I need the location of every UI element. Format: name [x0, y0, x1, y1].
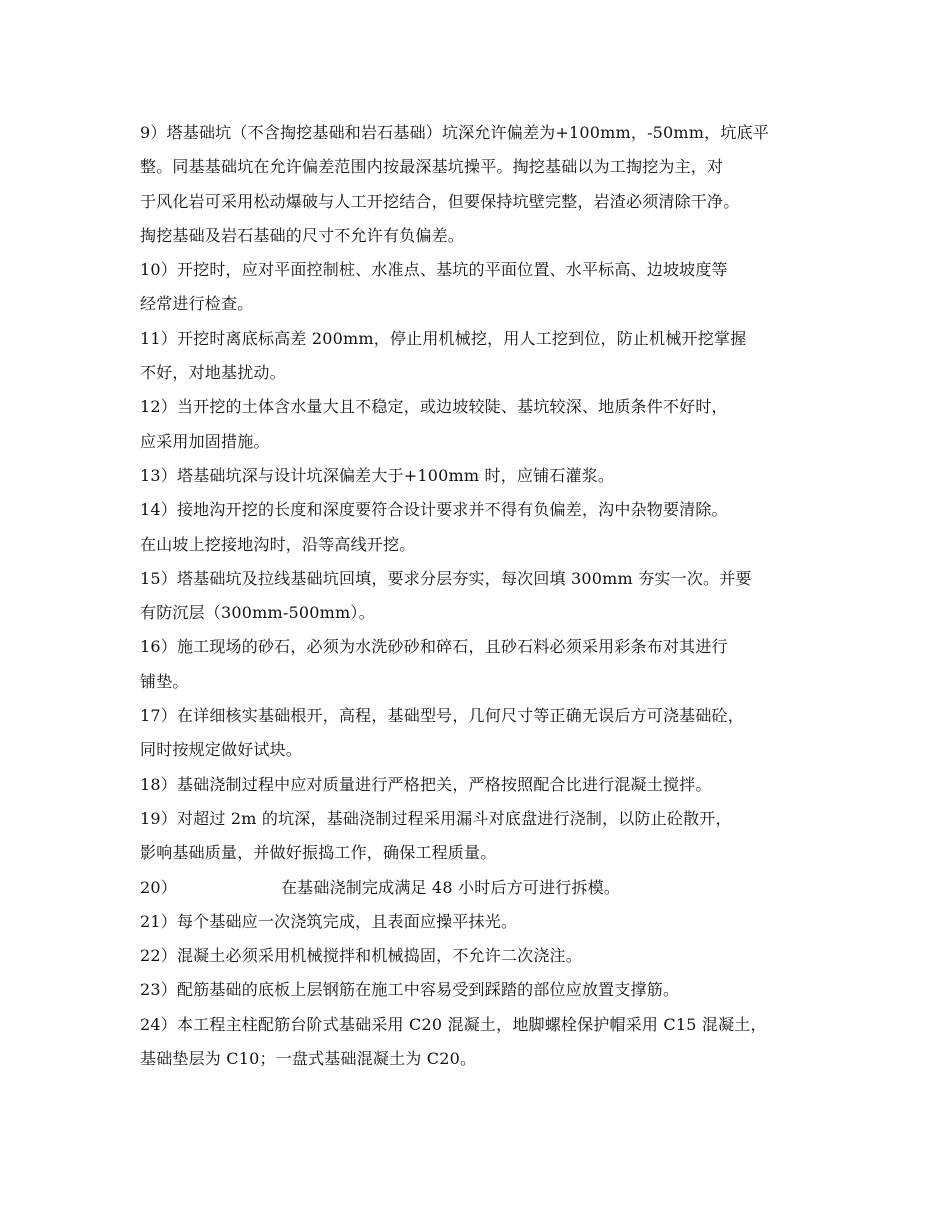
text-line: 掏挖基础及岩石基础的尺寸不允许有负偏差。: [140, 225, 465, 245]
text-line: 18）基础浇制过程中应对质量进行严格把关，严格按照配合比进行混凝土搅拌。: [140, 774, 712, 794]
item-text: 在基础浇制完成满足 48 小时后方可进行拆模。: [280, 877, 621, 897]
text-line: 铺垫。: [140, 671, 189, 691]
text-line: 11）开挖时离底标高差 200mm，停止用机械挖，用人工挖到位，防止机械开挖掌握: [140, 328, 747, 348]
text-line: 12）当开挖的土体含水量大且不稳定，或边坡较陡、基坑较深、地质条件不好时，: [140, 397, 728, 417]
text-line-20: [140, 871, 830, 905]
text-line: 有防沉层（300mm-500mm）。: [140, 603, 375, 623]
text-line: 23）配筋基础的底板上层钢筋在施工中容易受到踩踏的部位应放置支撑筋。: [140, 980, 680, 1000]
text-line: 同时按规定做好试块。: [140, 740, 303, 760]
item-number: 20）: [140, 877, 177, 897]
text-line: 经常进行检查。: [140, 294, 254, 314]
text-line: 影响基础质量，并做好振捣工作，确保工程质量。: [140, 843, 497, 863]
text-line: 应采用加固措施。: [140, 431, 270, 451]
text-line: 24）本工程主柱配筋台阶式基础采用 C20 混凝土，地脚螺栓保护帽采用 C15 混凝土，: [140, 1014, 767, 1034]
text-line: 21）每个基础应一次浇筑完成，且表面应操平抹光。: [140, 911, 518, 931]
text-line: 15）塔基础坑及拉线基础坑回填，要求分层夯实，每次回填 300mm 夯实一次。并要: [140, 568, 752, 588]
text-line: 19）对超过 2m 的坑深，基础浇制过程采用漏斗对底盘进行浇制，以防止砼散开，: [140, 808, 732, 828]
text-line: 9）塔基础坑（不含掏挖基础和岩石基础）坑深允许偏差为+100mm，-50mm，坑底平: [140, 123, 769, 142]
text-line: 13）塔基础坑深与设计坑深偏差大于+100mm 时，应铺石灌浆。: [140, 465, 615, 485]
text-line: 22）混凝土必须采用机械搅拌和机械捣固，不允许二次浇注。: [140, 946, 582, 966]
text-line: 16）施工现场的砂石，必须为水洗砂砂和碎石，且砂石料必须采用彩条布对其进行: [140, 637, 728, 657]
text-line: 在山坡上挖接地沟时，沿等高线开挖。: [140, 534, 416, 554]
text-line: 14）接地沟开挖的长度和深度要符合设计要求并不得有负偏差，沟中杂物要清除。: [140, 500, 728, 520]
text-line: 不好，对地基扰动。: [140, 363, 286, 383]
text-line: 整。同基基础坑在允许偏差范围内按最深基坑操平。掏挖基础以为工掏挖为主，对: [140, 157, 724, 177]
text-line: 17）在详细核实基础根开，高程，基础型号，几何尺寸等正确无误后方可浇基础砼，: [140, 706, 744, 726]
text-line: 10）开挖时，应对平面控制桩、水准点、基坑的平面位置、水平标高、边坡坡度等: [140, 260, 728, 280]
text-line: 基础垫层为 C10；一盘式基础混凝土为 C20。: [140, 1049, 477, 1069]
text-line: 于风化岩可采用松动爆破与人工开挖结合，但要保持坑壁完整，岩渣必须清除干净。: [140, 191, 740, 211]
document-body: [140, 116, 830, 1076]
